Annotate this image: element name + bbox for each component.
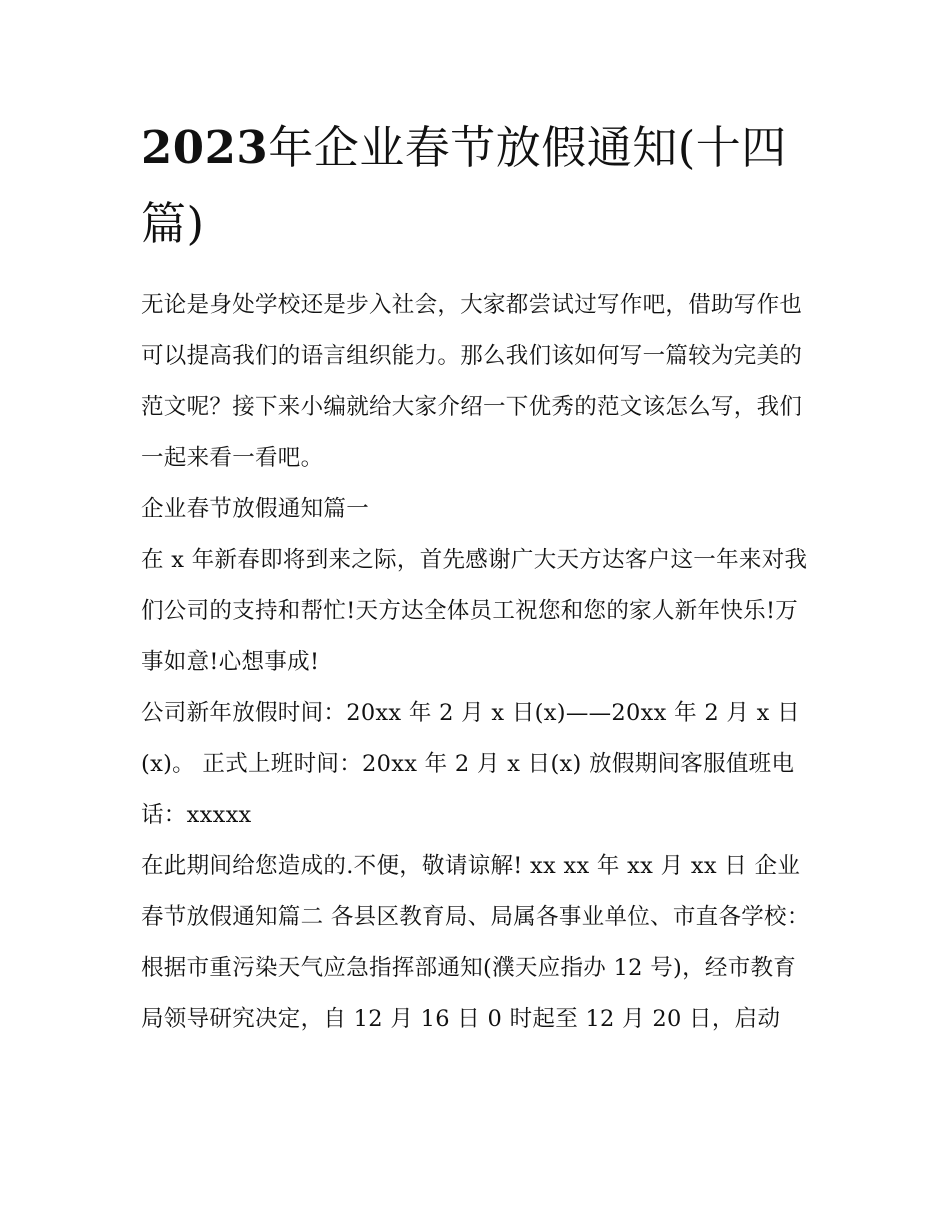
document-title — [141, 110, 816, 262]
title-year: 2023 — [141, 121, 269, 174]
title-text: 年企业春节放假通知(十四篇) — [141, 121, 787, 250]
notice-paragraph: 根据市重污染天气应急指挥部通知(濮天应指办 12 号)，经市教育局领导研究决定，自 12 月 16 日 0 时起至 12 月 20 日，启动 — [141, 955, 797, 1032]
greeting-paragraph: 在 x 年新春即将到来之际，首先感谢广大天方达客户这一年来对我们公司的支持和帮忙!天方达全体员工祝您和您的家人新年快乐!万事如意!心想事成! — [141, 547, 808, 675]
apology-paragraph: 在此期间给您造成的.不便，敬请谅解! xx xx 年 xx 月 xx 日 企业春节放假通知篇二 各县区教育局、局属各事业单位、市直各学校： — [141, 853, 810, 930]
intro-paragraph: 无论是身处学校还是步入社会，大家都尝试过写作吧，借助写作也可以提高我们的语言组织能力。那么我们该如何写一篇较为完美的范文呢？接下来小编就给大家介绍一下优秀的范文该怎么写，我们一起来看一看吧。 — [141, 292, 803, 471]
document-body — [141, 110, 816, 1045]
holiday-schedule-paragraph: 公司新年放假时间：20xx 年 2 月 x 日(x)——20xx 年 2 月 x 日(x)。 正式上班时间：20xx 年 2 月 x 日(x) 放假期间客服值班电话：xxxxx — [141, 700, 800, 828]
section-heading-1: 企业春节放假通知篇一 — [141, 496, 370, 522]
